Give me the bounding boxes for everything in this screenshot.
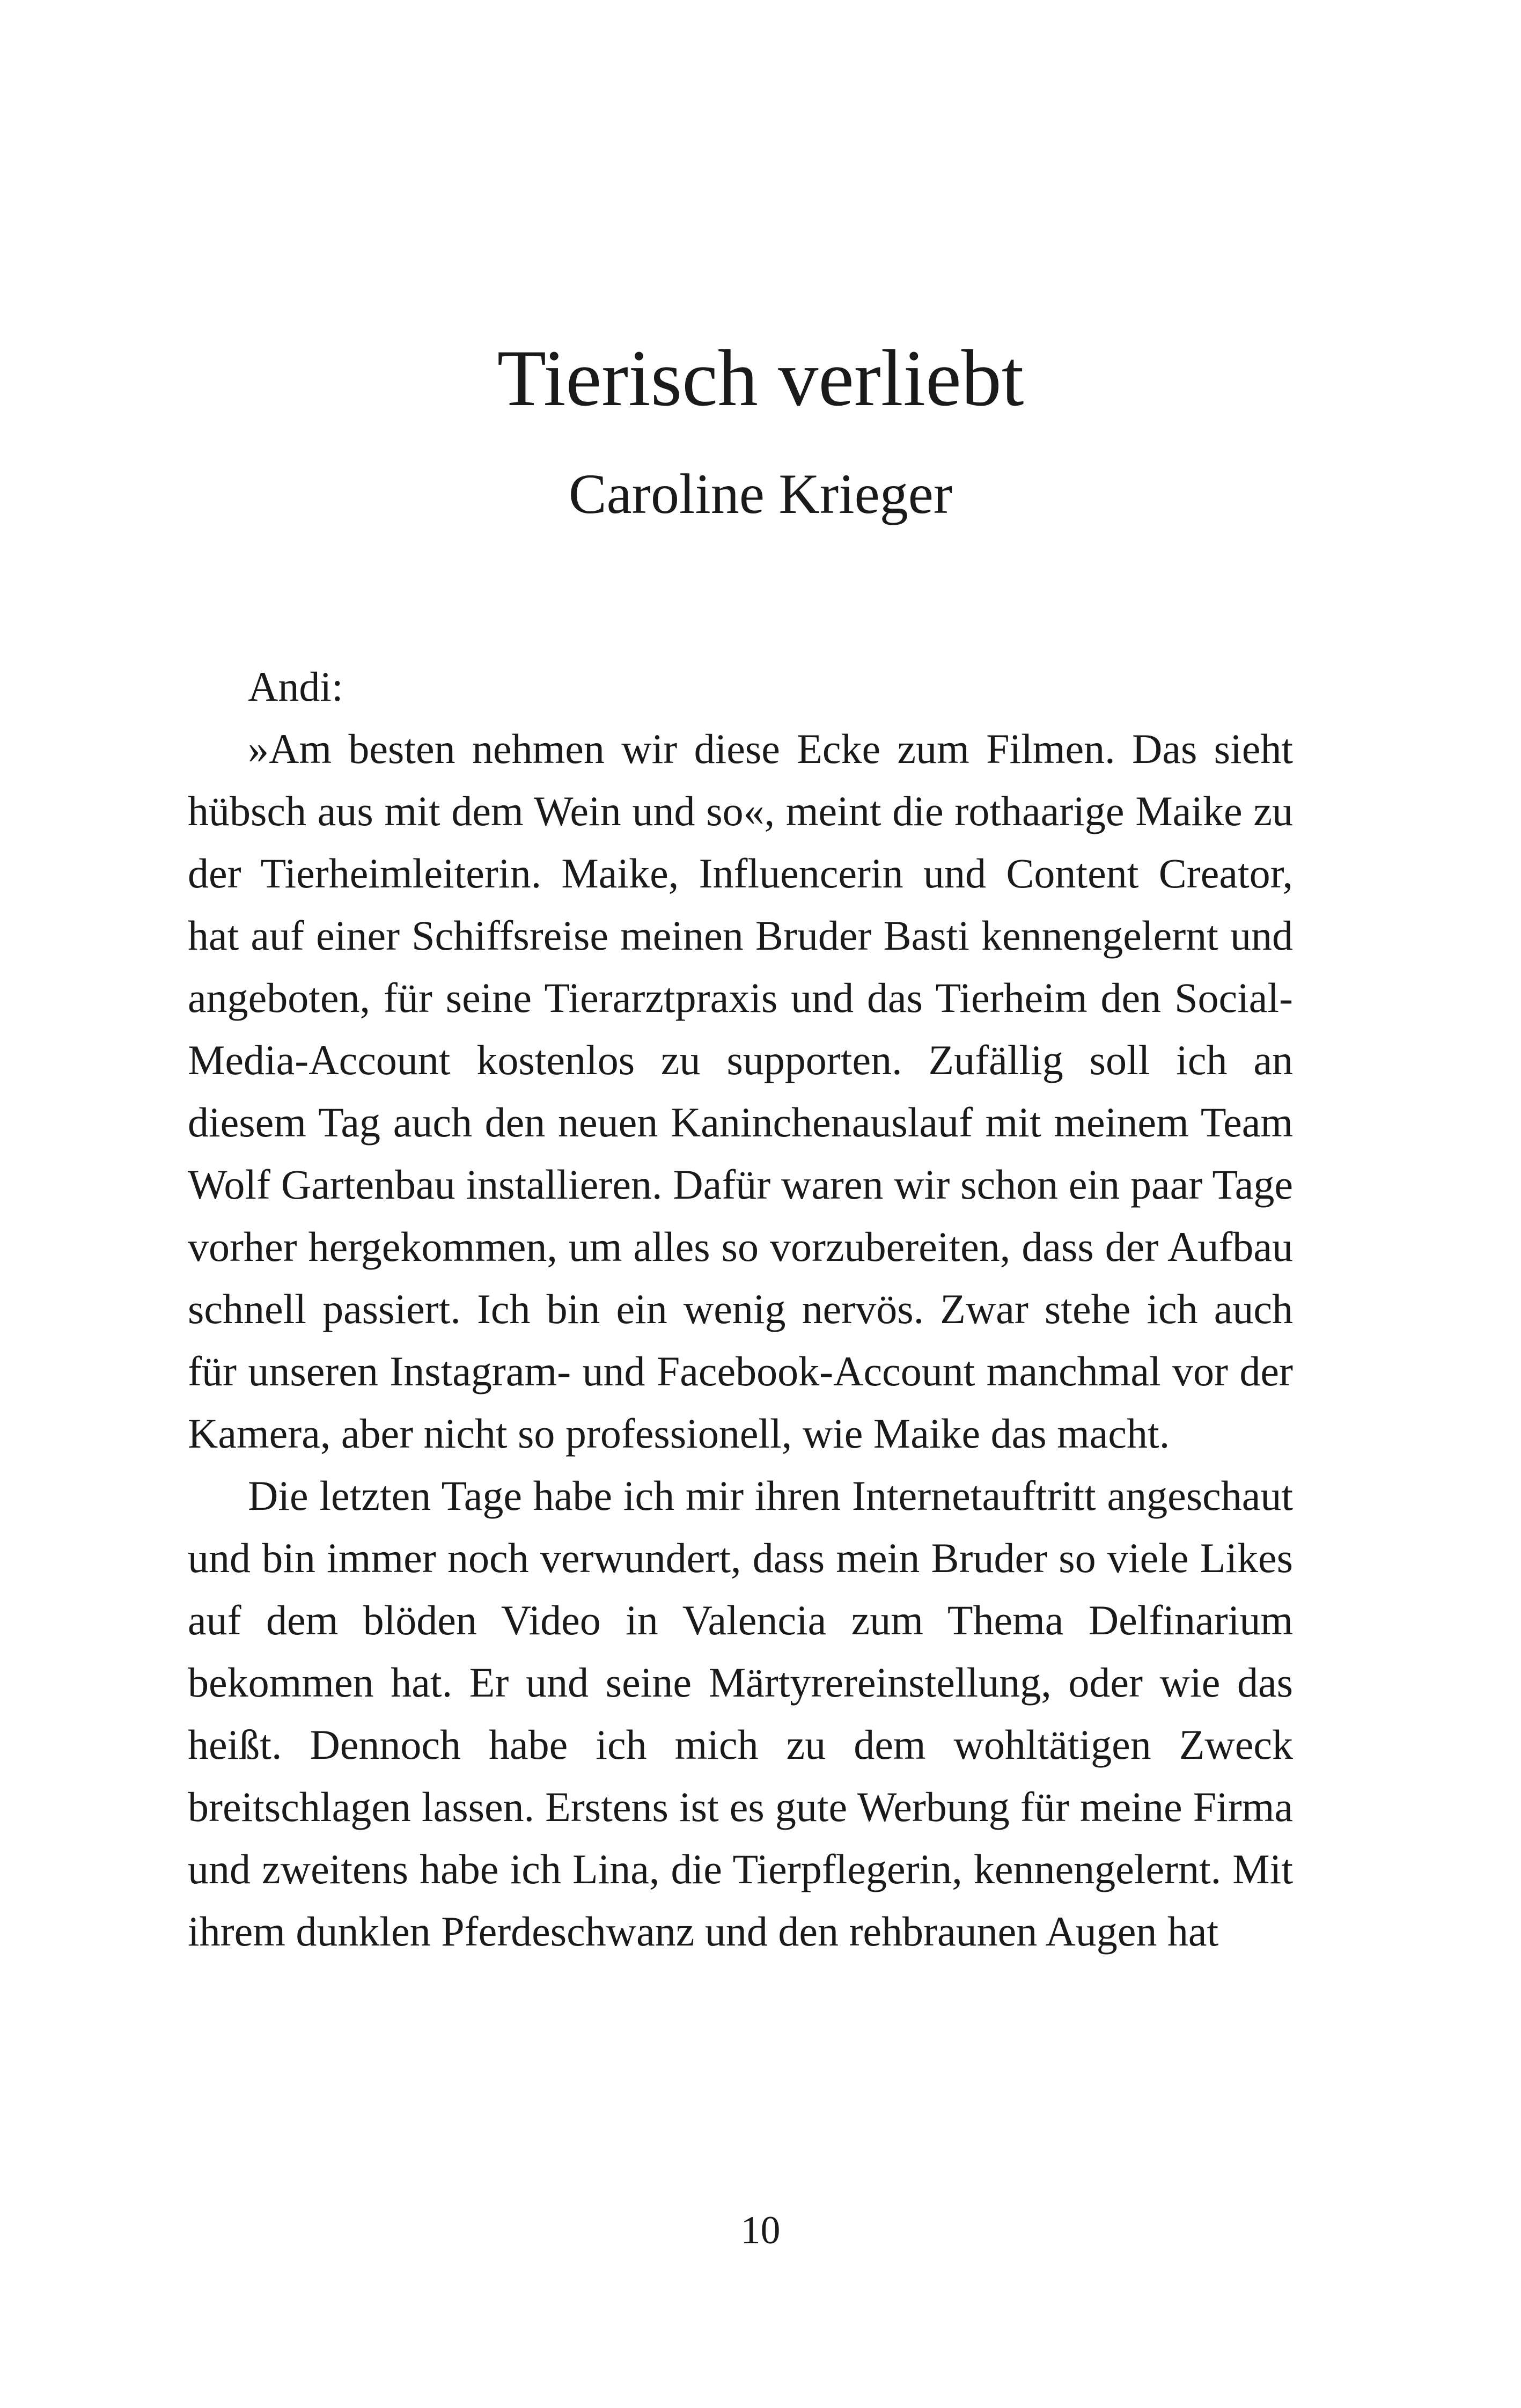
- chapter-author: Caroline Krieger: [568, 462, 953, 525]
- paragraph: Die letzten Tage habe ich mir ihren Internetauftritt angeschaut und bin immer noch verwundert, dass mein Bruder so viele Likes auf dem blöden Video in Valencia zum Thema Delfinarium bekommen hat. Er und seine Märtyrereinstellung, oder wie das heißt. Dennoch habe ich mich zu dem wohltätigen Zweck breitschlagen lassen. Erstens ist es gute Werbung für meine Firma und zweitens habe ich Lina, die Tierpflegerin, kennengelernt. Mit ihrem dunklen Pferdeschwanz und den rehbraunen Augen hat: [188, 1472, 1293, 1955]
- paragraph-speaker: Andi:: [248, 663, 343, 710]
- body-text: [188, 656, 1293, 1963]
- page-number: 10: [740, 2208, 781, 2252]
- paragraph: »Am besten nehmen wir diese Ecke zum Filmen. Das sieht hübsch aus mit dem Wein und so«, meint die rothaarige Maike zu der Tierheimleiterin. Maike, Influencerin und Content Creator, hat auf einer Schiffsreise meinen Bruder Basti kennengelernt und angeboten, für seine Tierarztpraxis und das Tierheim den Social-Media-Account kostenlos zu supporten. Zufällig soll ich an diesem Tag auch den neuen Kaninchenauslauf mit meinem Team Wolf Gartenbau installieren. Dafür waren wir schon ein paar Tage vorher hergekommen, um alles so vorzubereiten, dass der Aufbau schnell passiert. Ich bin ein wenig nervös. Zwar stehe ich auch für unseren Instagram- und Facebook-Account manchmal vor der Kamera, aber nicht so professionell, wie Maike das macht.: [188, 725, 1293, 1457]
- chapter-title: Tierisch verliebt: [497, 334, 1024, 423]
